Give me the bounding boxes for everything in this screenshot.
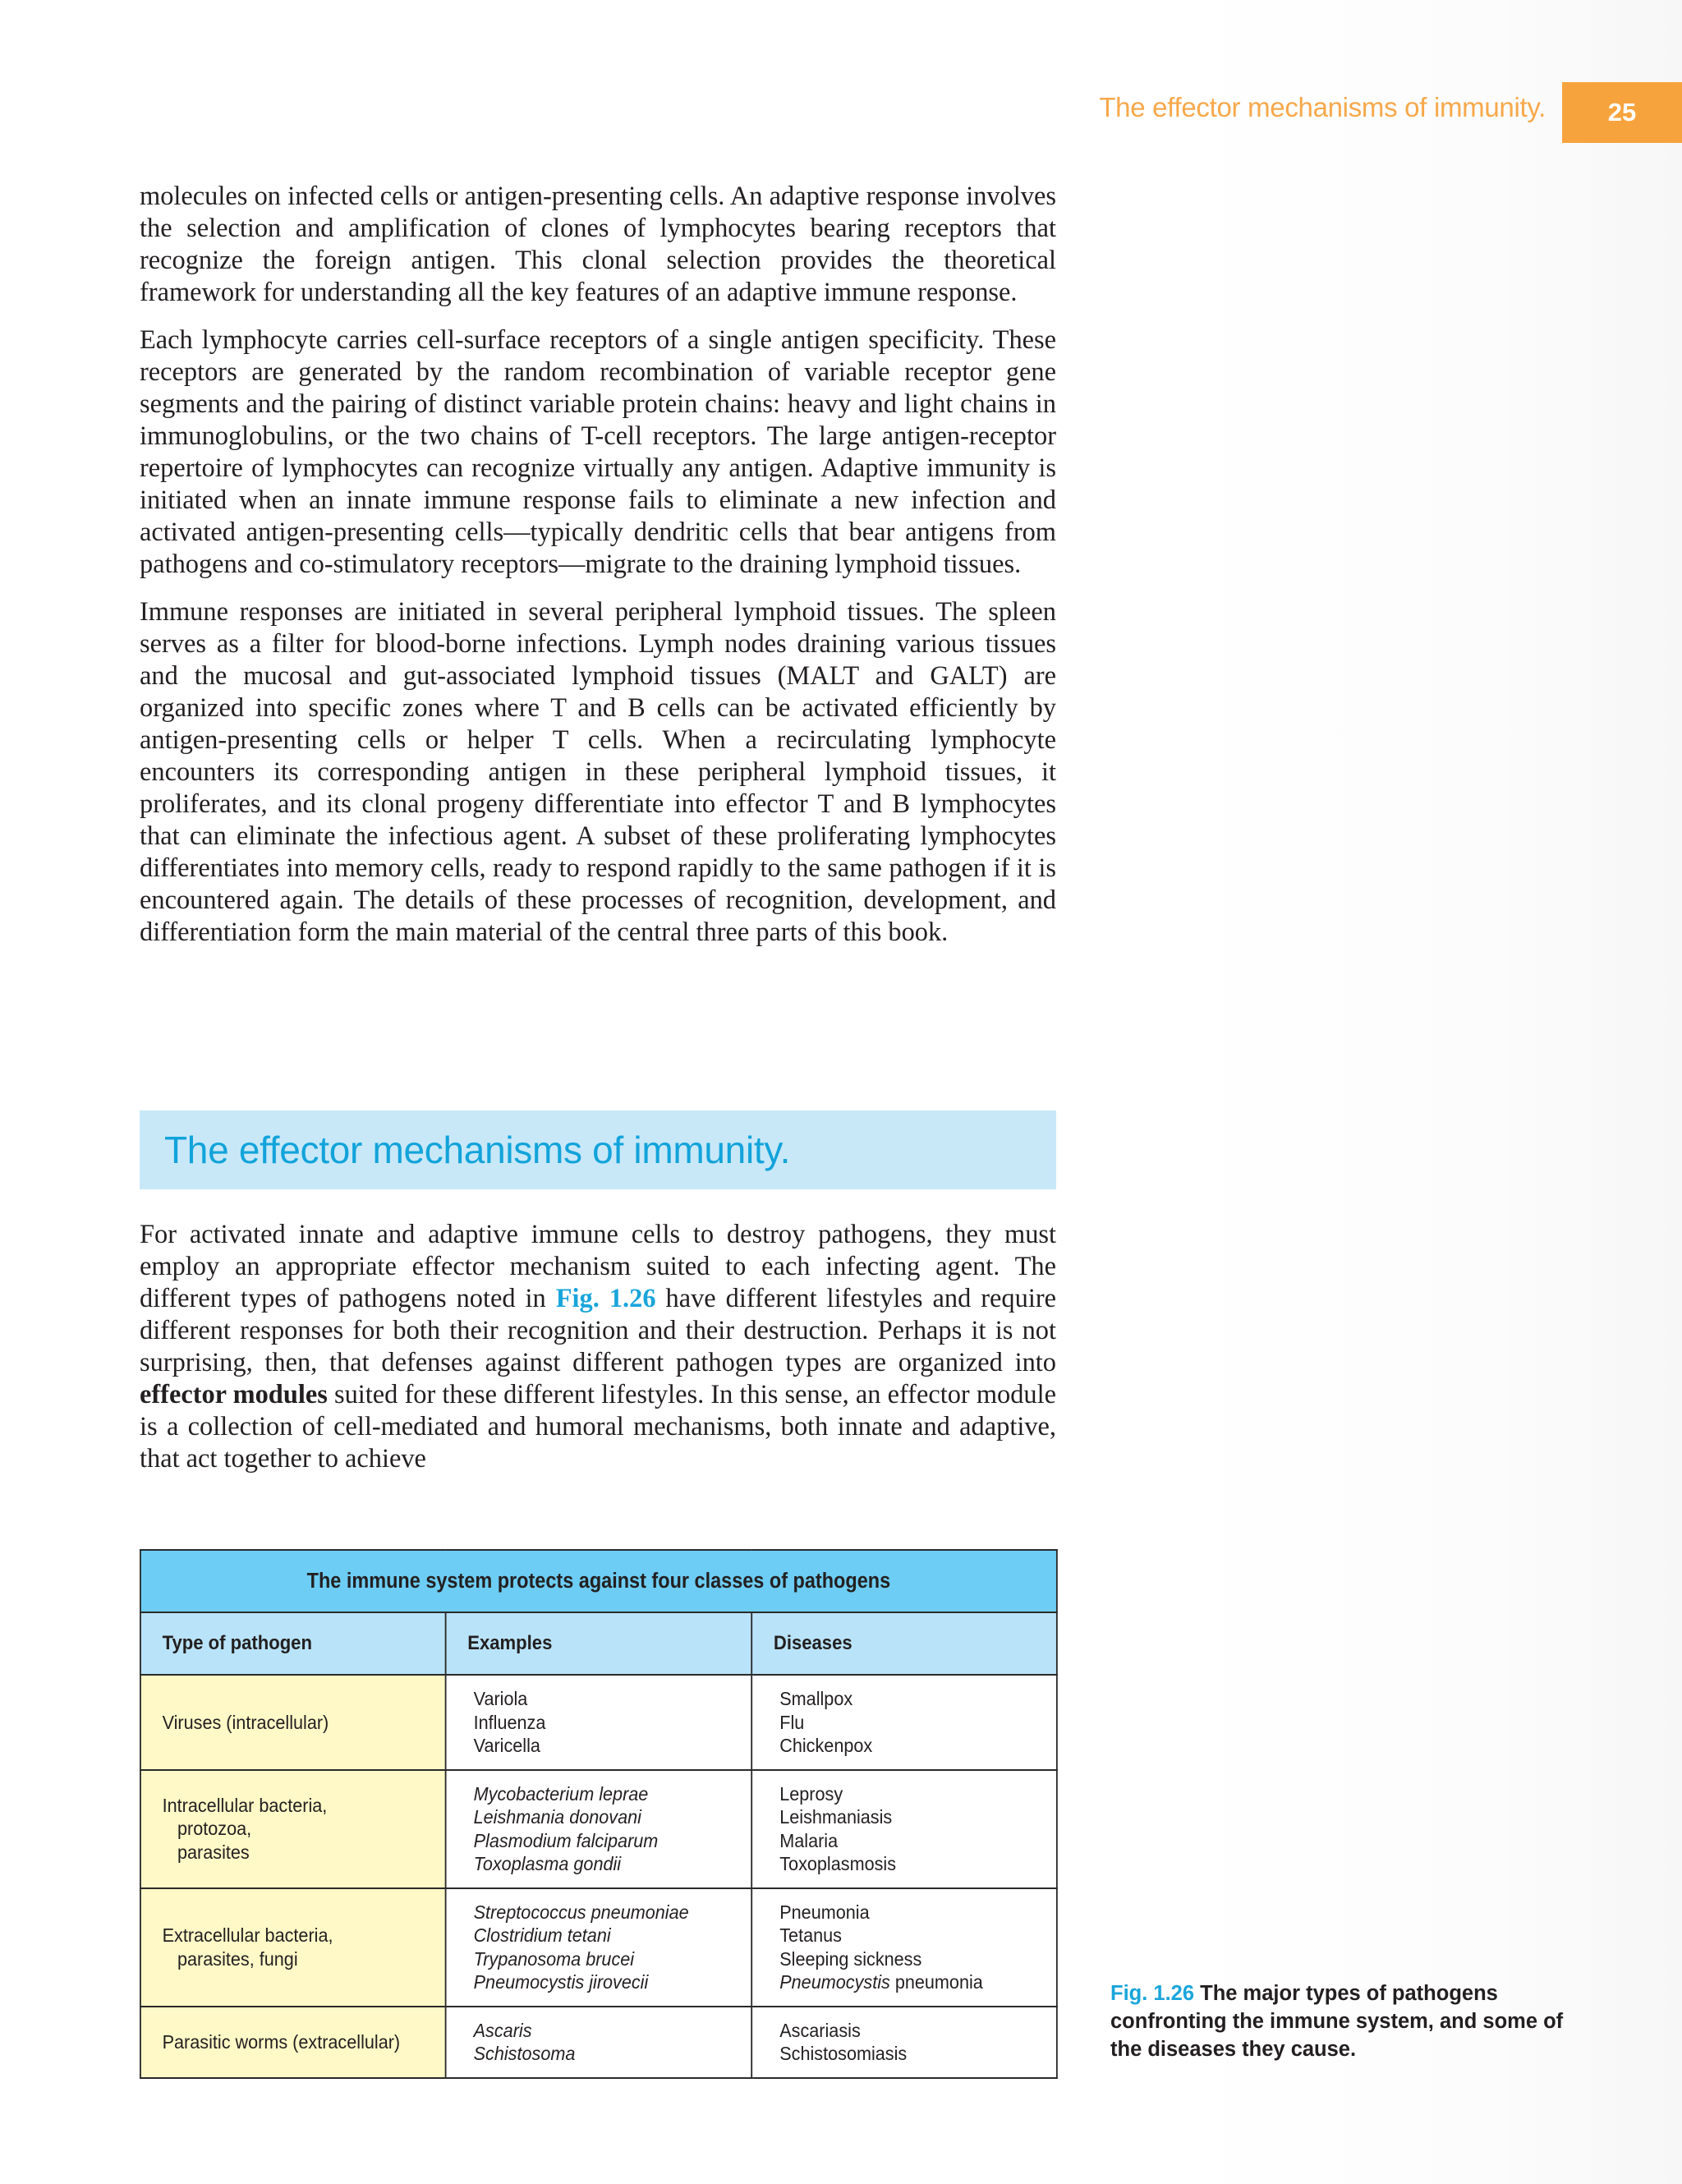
- key-term: effector modules: [140, 1380, 328, 1409]
- paragraph-text: have different lifestyles and require different responses for both their recognition and their destruction. Perhaps it is not surprising, then, that defenses against different pathogen types are organized into: [140, 1284, 1056, 1377]
- table-header-row: [140, 1612, 1057, 1675]
- pathogen-type: protozoa,: [177, 1818, 252, 1840]
- figure-reference-link[interactable]: Fig. 1.26: [555, 1284, 656, 1313]
- margin-shade: [1183, 0, 1682, 2184]
- column-header: Diseases: [751, 1612, 1057, 1675]
- examples-cell: [446, 1770, 752, 1888]
- disease-organism: Pneumocystis: [779, 1971, 890, 1993]
- disease-item: Leprosy: [779, 1782, 843, 1805]
- example-item: Mycobacterium leprae: [473, 1782, 649, 1805]
- running-title: The effector mechanisms of immunity.: [1099, 92, 1546, 122]
- pathogen-type: Extracellular bacteria,: [162, 1924, 333, 1946]
- disease-item: Ascariasis: [779, 2019, 861, 2041]
- disease-item: Schistosomiasis: [779, 2043, 908, 2064]
- disease-item: Malaria: [779, 1829, 839, 1851]
- example-item: Pneumocystis jirovecii: [473, 1971, 649, 1993]
- table-row: [140, 1675, 1057, 1770]
- example-item: Streptococcus pneumoniae: [473, 1901, 689, 1923]
- table-row: [140, 1888, 1057, 2007]
- pathogen-type: Intracellular bacteria,: [162, 1794, 328, 1816]
- disease-item: Smallpox: [779, 1688, 853, 1709]
- example-item: Toxoplasma gondii: [473, 1853, 622, 1874]
- table-title-row: [140, 1550, 1057, 1612]
- disease-item: [779, 1970, 1047, 1994]
- table-row: [140, 2007, 1057, 2078]
- examples-cell: [446, 2007, 752, 2078]
- disease-item: Sleeping sickness: [779, 1947, 922, 1970]
- diseases-cell: [751, 1675, 1057, 1770]
- pathogen-type: Parasitic worms (extracellular): [162, 2030, 401, 2053]
- body-text-top: [140, 181, 1056, 964]
- disease-item: Toxoplasmosis: [779, 1853, 897, 1874]
- diseases-cell: [751, 2007, 1057, 2078]
- table-title: The immune system protects against four classes of pathogens: [140, 1550, 1057, 1612]
- disease-item: Chickenpox: [779, 1735, 873, 1756]
- paragraph: molecules on infected cells or antigen-presenting cells. An adaptive response involves the selection and amplification of clones of lymphocytes bearing receptors that recognize the foreign antigen. This clonal selection provides the theoretical framework for understanding all the key features of an adaptive immune response.: [140, 182, 1056, 307]
- caption-figure-number: Fig. 1.26: [1110, 1982, 1195, 2005]
- pathogen-type: Viruses (intracellular): [162, 1711, 329, 1733]
- paragraph-text: suited for these different lifestyles. In this sense, an effector module is a collection of cell-mediated and humoral mechanisms, both innate and adaptive, that act together to achieve: [140, 1380, 1056, 1474]
- pathogen-type-cell: [140, 1770, 446, 1888]
- example-item: Trypanosoma brucei: [473, 1947, 635, 1970]
- section-paragraph: [140, 1219, 1056, 1475]
- disease-name: pneumonia: [889, 1971, 983, 1993]
- section-heading: The effector mechanisms of immunity.: [164, 1129, 791, 1171]
- example-item: Leishmania donovani: [473, 1806, 641, 1828]
- table-row: [140, 1770, 1057, 1888]
- disease-item: Pneumonia: [779, 1901, 870, 1923]
- pathogen-type-cell: [140, 2007, 446, 2078]
- disease-item: Leishmaniasis: [779, 1806, 893, 1828]
- body-text-section: [140, 1219, 1056, 1491]
- example-item: Ascaris: [473, 2019, 532, 2041]
- example-item: Plasmodium falciparum: [473, 1829, 659, 1851]
- paragraph: Each lymphocyte carries cell-surface receptors of a single antigen specificity. These receptors are generated by the random recombination of variable receptor gene segments and the pairing of distinct variable protein chains: heavy and light chains in immunoglobulins, or the two chains of T-cell receptors. The large antigen-receptor repertoire of lymphocytes can recognize virtually any antigen. Adaptive immunity is initiated when an innate immune response fails to eliminate a new infection and activated antigen-presenting cells—typically dendritic cells that bear antigens from pathogens and co-stimulatory receptors—migrate to the draining lymphoid tissues.: [140, 325, 1056, 579]
- caption-text: The major types of pathogens confronting the immune system, and some of the diseases they cause.: [1110, 1982, 1564, 2061]
- examples-cell: [446, 1888, 752, 2007]
- example-item: Varicella: [473, 1735, 540, 1756]
- example-item: Influenza: [473, 1711, 546, 1733]
- pathogen-type-cell: [140, 1888, 446, 2007]
- pathogen-type: parasites, fungi: [177, 1947, 298, 1970]
- example-item: Schistosoma: [473, 2043, 576, 2064]
- examples-cell: [446, 1675, 752, 1770]
- diseases-cell: [751, 1888, 1057, 2007]
- disease-item: Tetanus: [779, 1924, 842, 1946]
- diseases-cell: [751, 1770, 1057, 1888]
- pathogen-table: [140, 1549, 1058, 2079]
- pathogen-type-cell: [140, 1675, 446, 1770]
- column-header: Examples: [446, 1612, 752, 1675]
- example-item: Clostridium tetani: [473, 1924, 611, 1946]
- paragraph: Immune responses are initiated in several peripheral lymphoid tissues. The spleen serves as a filter for blood-borne infections. Lymph nodes draining various tissues and the mucosal and gut-associated lymphoid tissues (MALT and GALT) are organized into specific zones where T and B cells can be activated efficiently by antigen-presenting cells or helper T cells. When a recirculating lymphocyte encounters its corresponding antigen in these peripheral lymphoid tissues, it proliferates, and its clonal progeny differentiate into effector T and B lymphocytes that can eliminate the infectious agent. A subset of these proliferating lymphocytes differentiates into memory cells, ready to respond rapidly to the same pathogen if it is encountered again. The details of these processes of recognition, development, and differentiation form the main material of the central three parts of this book.: [140, 597, 1056, 947]
- disease-item: Flu: [779, 1711, 805, 1733]
- figure-caption: [1110, 1979, 1570, 2063]
- paragraph-text: For activated innate and adaptive immune cells to destroy pathogens, they must employ an appropriate effector mechanism suited to each infecting agent. The different types of pathogens noted in: [140, 1220, 1056, 1313]
- pathogen-type: parasites: [177, 1841, 250, 1863]
- example-item: Variola: [473, 1688, 528, 1709]
- section-heading-band: [140, 1110, 1056, 1189]
- column-header: Type of pathogen: [140, 1612, 446, 1675]
- page-number: 25: [1562, 82, 1682, 143]
